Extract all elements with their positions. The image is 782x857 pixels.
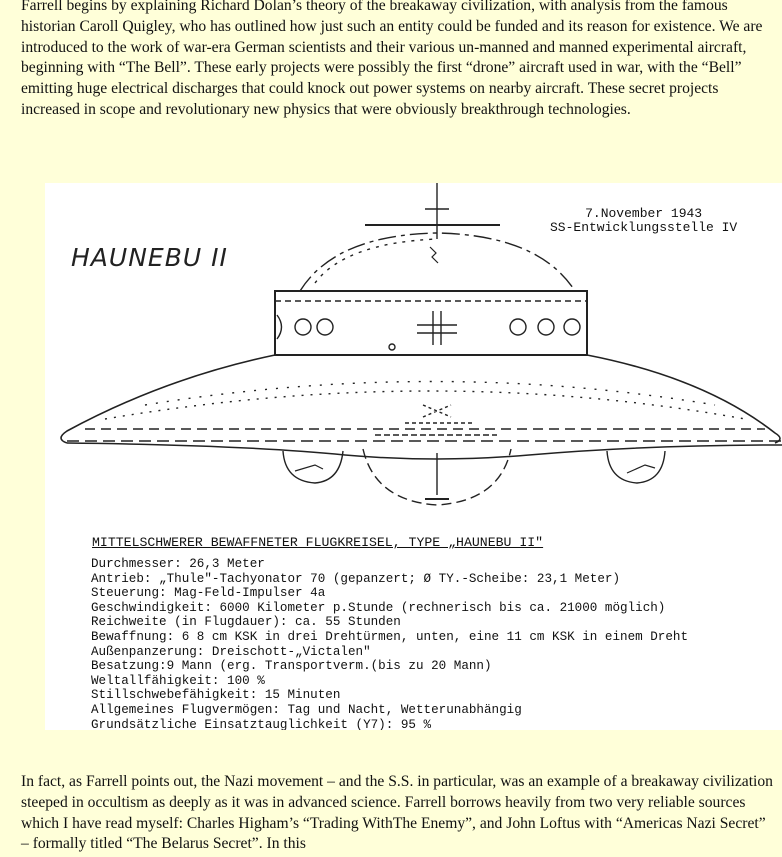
- spec-line: Weltallfähigkeit: 100 %: [91, 673, 265, 688]
- haunebu-handwritten-title: HAUNEBU II: [71, 243, 228, 272]
- document-header: [550, 207, 737, 235]
- spec-line: Reichweite (in Flugdauer): ca. 55 Stunden: [91, 615, 401, 630]
- spec-line: Außenpanzerung: Dreischott-„Victalen": [91, 644, 371, 659]
- spec-line: Allgemeines Flugvermögen: Tag und Nacht, Wetterunabhängig: [91, 702, 522, 717]
- spec-line: Stillschwebefähigkeit: 15 Minuten: [91, 688, 341, 703]
- spec-line: Geschwindigkeit: 6000 Kilometer p.Stunde (rechnerisch bis ca. 21000 möglich): [91, 600, 666, 615]
- spec-line: Antrieb: „Thule"-Tachyonator 70 (gepanzert; Ø TY.-Scheibe: 23,1 Meter): [91, 571, 621, 586]
- spec-line: Bewaffnung: 6 8 cm KSK in drei Drehtürmen, unten, eine 11 cm KSK in einem Dreht: [91, 629, 689, 644]
- haunebu-ii-drawing: [45, 183, 782, 730]
- article-paragraph-top: Farrell begins by explaining Richard Dolan’s theory of the breakaway civilization, with analysis from the famous historian Caroll Quigley, who has outlined how just such an entity could be funded and its reason for existence. We are introduced to the work of war-era German scientists and their various un-manned and manned experimental aircraft, beginning with “The Bell”. These early projects were possibly the first “drone” aircraft used in war, with the “Bell” emitting huge electrical discharges that could knock out power systems on nearby aircraft. These secret projects increased in scope and revolutionary new physics that were obviously breakthrough technologies.: [21, 0, 763, 118]
- article-paragraph-bottom: In fact, as Farrell points out, the Nazi movement – and the S.S. in particular, was an example of a breakaway civilization steeped in occultism as deeply as it was in advanced science. Farrell borrows heavily from two very reliable sources which I have read myself: Charles Higham’s “Trading WithThe Enemy”, and John Loftus with “Americas Nazi Secret” – formally titled “The Belarus Secret”. In this: [21, 773, 773, 853]
- spec-line: Besatzung:9 Mann (erg. Transportverm.(bis zu 20 Mann): [91, 659, 492, 674]
- spec-line: Durchmesser: 26,3 Meter: [91, 557, 265, 571]
- spec-list: [91, 557, 688, 730]
- spec-line: Grundsätzliche Einsatztauglichkeit (Y7): 95 %: [91, 717, 432, 730]
- document-date: 7.November 1943: [585, 206, 703, 221]
- spec-title: MITTELSCHWERER BEWAFFNETER FLUGKREISEL, TYPE „HAUNEBU II": [92, 535, 544, 550]
- document-department: SS-Entwicklungsstelle IV: [550, 220, 738, 235]
- spec-line: Steuerung: Mag-Feld-Impulser 4a: [91, 586, 326, 601]
